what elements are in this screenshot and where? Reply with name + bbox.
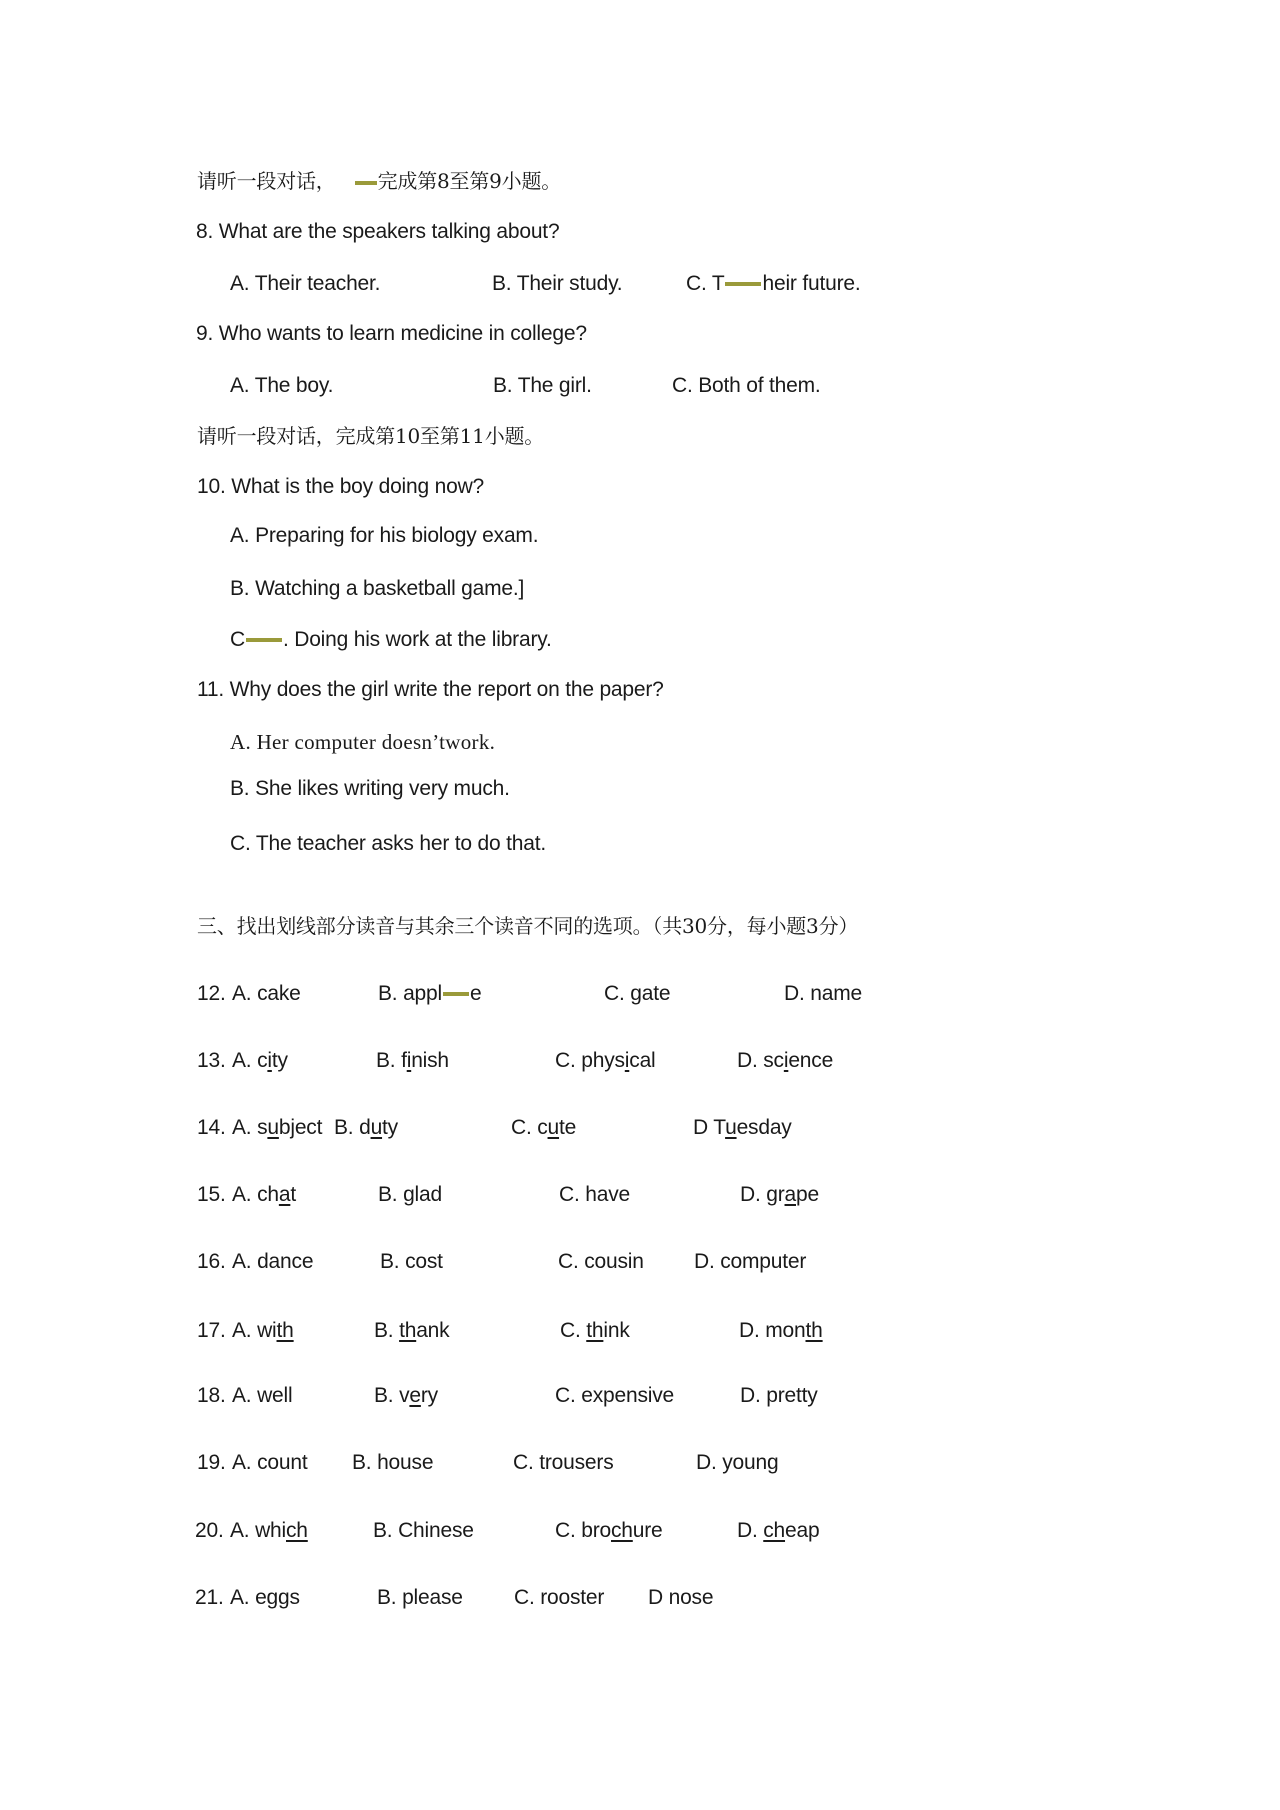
option-word-prefix: D. mon bbox=[739, 1319, 806, 1342]
phonetic-option-d[interactable] bbox=[693, 1114, 792, 1142]
underlined-letters: th bbox=[805, 1319, 823, 1342]
option-word-suffix: ence bbox=[788, 1049, 834, 1072]
phonetic-option-a[interactable] bbox=[232, 1047, 288, 1075]
phonetic-option-b[interactable] bbox=[380, 1248, 443, 1276]
option-word-prefix: A. whi bbox=[230, 1519, 286, 1542]
question-9-option-b[interactable]: B. The girl. bbox=[493, 374, 592, 397]
phonetic-question-row bbox=[197, 1114, 957, 1142]
option-word-prefix: D. gr bbox=[740, 1183, 785, 1206]
option-c-prefix: C. T bbox=[686, 272, 725, 295]
question-8-option-b[interactable]: B. Their study. bbox=[492, 272, 623, 295]
option-word-prefix: D. pretty bbox=[740, 1384, 818, 1407]
question-10-option-b[interactable]: B. Watching a basketball game.] bbox=[230, 577, 525, 600]
question-number: 18. bbox=[197, 1384, 226, 1407]
option-word-suffix: bject bbox=[278, 1116, 323, 1139]
question-9-option-a[interactable]: A. The boy. bbox=[230, 374, 334, 397]
option-word-prefix: C. bbox=[560, 1319, 587, 1342]
option-word-prefix: B. d bbox=[334, 1116, 371, 1139]
option-word-prefix: B. f bbox=[376, 1049, 407, 1072]
underlined-letters: a bbox=[278, 1183, 291, 1206]
phonetic-option-c[interactable] bbox=[513, 1449, 614, 1477]
phonetic-option-b[interactable] bbox=[374, 1382, 438, 1410]
highlight-mark bbox=[725, 282, 761, 286]
phonetic-option-d[interactable] bbox=[740, 1181, 819, 1209]
question-11-stem: 11. Why does the girl write the report on the paper? bbox=[197, 678, 664, 701]
option-word-prefix: B. please bbox=[377, 1586, 463, 1609]
option-word-prefix: C. expensive bbox=[555, 1384, 674, 1407]
option-word-prefix: A. wi bbox=[232, 1319, 277, 1342]
option-word-prefix: A. count bbox=[232, 1451, 308, 1474]
option-word-suffix: eap bbox=[785, 1519, 820, 1542]
question-9-options bbox=[230, 372, 930, 400]
phonetic-question-row bbox=[197, 1047, 957, 1075]
option-word-prefix: C. phys bbox=[555, 1049, 625, 1072]
underlined-letters: ch bbox=[286, 1519, 308, 1542]
question-10-option-a[interactable]: A. Preparing for his biology exam. bbox=[230, 524, 539, 547]
phonetic-option-c[interactable] bbox=[555, 1517, 663, 1545]
phonetic-question-row bbox=[197, 1382, 957, 1410]
question-number: 14. bbox=[197, 1116, 226, 1139]
instruction-8-9-part1: 请听一段对话， bbox=[197, 169, 336, 193]
underlined-letters: ch bbox=[763, 1519, 786, 1542]
option-word-suffix: te bbox=[559, 1116, 577, 1139]
phonetic-option-a[interactable] bbox=[232, 1114, 322, 1142]
option-word-prefix: C. bro bbox=[555, 1519, 611, 1542]
option-word-prefix: A. c bbox=[232, 1049, 268, 1072]
option-word-prefix: A. well bbox=[232, 1384, 293, 1407]
phonetic-question-row bbox=[197, 1181, 957, 1209]
question-10-option-c[interactable] bbox=[230, 626, 552, 654]
option-word-prefix: B. v bbox=[374, 1384, 410, 1407]
phonetic-option-d[interactable] bbox=[740, 1382, 818, 1410]
question-8-options bbox=[230, 270, 930, 298]
instruction-8-9-part2: 完成第8至第9小题。 bbox=[377, 169, 562, 193]
phonetic-question-row bbox=[197, 1248, 957, 1276]
option-word-prefix: B. appl bbox=[378, 982, 442, 1005]
phonetic-option-c[interactable] bbox=[555, 1382, 674, 1410]
phonetic-option-b[interactable] bbox=[373, 1517, 474, 1545]
phonetic-question-row bbox=[195, 1584, 955, 1612]
phonetic-option-d[interactable] bbox=[696, 1449, 778, 1477]
option-word-prefix: A. ch bbox=[232, 1183, 279, 1206]
phonetic-option-b[interactable] bbox=[377, 1584, 463, 1612]
phonetic-option-d[interactable] bbox=[694, 1248, 806, 1276]
question-10-stem: 10. What is the boy doing now? bbox=[197, 475, 485, 498]
question-number: 16. bbox=[197, 1250, 226, 1273]
option-word-suffix: ty bbox=[271, 1049, 288, 1072]
underlined-letters: i bbox=[783, 1049, 789, 1072]
phonetic-option-c[interactable] bbox=[604, 980, 670, 1008]
option-word-prefix: D. young bbox=[696, 1451, 779, 1474]
option-word-prefix: C. cousin bbox=[558, 1250, 644, 1273]
option-word-suffix: cal bbox=[629, 1049, 656, 1072]
underlined-letters: i bbox=[406, 1049, 412, 1072]
option-word-prefix: D T bbox=[693, 1116, 726, 1139]
option-word-prefix: B. house bbox=[352, 1451, 434, 1474]
option-word-prefix: A. s bbox=[232, 1116, 268, 1139]
phonetic-option-b[interactable] bbox=[378, 980, 481, 1008]
phonetic-question-row bbox=[197, 1317, 957, 1345]
phonetic-option-b[interactable] bbox=[376, 1047, 449, 1075]
phonetic-option-a[interactable] bbox=[232, 980, 301, 1008]
instruction-8-9 bbox=[197, 167, 561, 195]
phonetic-option-a[interactable] bbox=[232, 1181, 296, 1209]
option-word-prefix: C. rooster bbox=[514, 1586, 605, 1609]
option-word-suffix: pe bbox=[796, 1183, 819, 1206]
option-c-suffix: heir future. bbox=[762, 272, 861, 295]
option-word-prefix: C. c bbox=[511, 1116, 548, 1139]
option-word-suffix: t bbox=[290, 1183, 296, 1206]
question-9-option-c[interactable]: C. Both of them. bbox=[672, 374, 821, 397]
option-word-prefix: D. bbox=[737, 1519, 764, 1542]
question-11-option-b[interactable]: B. She likes writing very much. bbox=[230, 777, 510, 800]
option-word-suffix: ank bbox=[416, 1319, 450, 1342]
underlined-letters: e bbox=[409, 1384, 421, 1407]
question-8-option-c[interactable] bbox=[686, 270, 860, 298]
question-number: 20. bbox=[195, 1519, 224, 1542]
underlined-letters: u bbox=[267, 1116, 279, 1139]
underlined-letters: u bbox=[725, 1116, 737, 1139]
phonetic-option-c[interactable] bbox=[560, 1317, 630, 1345]
option-word-suffix: ty bbox=[382, 1116, 398, 1139]
phonetic-option-b[interactable] bbox=[352, 1449, 433, 1477]
option-word-prefix: A. eggs bbox=[230, 1586, 300, 1609]
option-word-prefix: D. name bbox=[784, 982, 862, 1005]
underlined-letters: ch bbox=[611, 1519, 633, 1542]
underlined-letters: th bbox=[276, 1319, 294, 1342]
phonetic-question-row bbox=[197, 980, 957, 1008]
question-number: 19. bbox=[197, 1451, 226, 1474]
option-word-suffix: ink bbox=[603, 1319, 630, 1342]
phonetic-option-c[interactable] bbox=[514, 1584, 604, 1612]
question-number: 12. bbox=[197, 982, 226, 1005]
underlined-letters: i bbox=[624, 1049, 630, 1072]
instruction-10-11: 请听一段对话，完成第10至第11小题。 bbox=[197, 424, 545, 448]
phonetic-option-a[interactable] bbox=[232, 1449, 307, 1477]
phonetic-option-a[interactable] bbox=[232, 1382, 292, 1410]
phonetic-question-row bbox=[197, 1449, 957, 1477]
phonetic-option-a[interactable] bbox=[230, 1517, 308, 1545]
option-word-prefix: B. cost bbox=[380, 1250, 443, 1273]
phonetic-option-b[interactable] bbox=[374, 1317, 449, 1345]
phonetic-option-c[interactable] bbox=[555, 1047, 656, 1075]
underlined-letters: th bbox=[399, 1319, 417, 1342]
option-word-suffix: e bbox=[469, 982, 482, 1005]
option-word-prefix: D. sc bbox=[737, 1049, 784, 1072]
option-word-prefix: C. trousers bbox=[513, 1451, 614, 1474]
option-word-suffix: ure bbox=[632, 1519, 663, 1542]
highlight-mark bbox=[443, 992, 469, 996]
option-word-suffix: esday bbox=[736, 1116, 792, 1139]
question-11-option-c[interactable]: C. The teacher asks her to do that. bbox=[230, 832, 546, 855]
phonetic-option-d[interactable] bbox=[737, 1047, 833, 1075]
question-number: 21. bbox=[195, 1586, 224, 1609]
phonetic-option-c[interactable] bbox=[511, 1114, 576, 1142]
question-9-stem: 9. Who wants to learn medicine in college? bbox=[196, 322, 587, 345]
phonetic-option-c[interactable] bbox=[558, 1248, 644, 1276]
phonetic-option-d[interactable] bbox=[648, 1584, 713, 1612]
phonetic-option-a[interactable] bbox=[232, 1317, 294, 1345]
option-word-prefix: B. Chinese bbox=[373, 1519, 474, 1542]
highlight-mark bbox=[246, 638, 282, 642]
underlined-letters: i bbox=[267, 1049, 272, 1072]
question-number: 13. bbox=[197, 1049, 226, 1072]
option-c-suffix: . Doing his work at the library. bbox=[282, 628, 552, 651]
option-word-prefix: A. cake bbox=[232, 982, 301, 1005]
underlined-letters: u bbox=[547, 1116, 560, 1139]
option-word-prefix: B. bbox=[374, 1319, 400, 1342]
underlined-letters: u bbox=[370, 1116, 383, 1139]
phonetic-option-b[interactable] bbox=[334, 1114, 398, 1142]
option-word-prefix: A. dance bbox=[232, 1250, 314, 1273]
question-8-stem: 8. What are the speakers talking about? bbox=[196, 220, 560, 243]
question-number: 17. bbox=[197, 1319, 226, 1342]
phonetic-option-d[interactable] bbox=[739, 1317, 823, 1345]
option-c-prefix: C bbox=[230, 628, 245, 651]
phonetic-option-a[interactable] bbox=[232, 1248, 313, 1276]
option-word-prefix: D nose bbox=[648, 1586, 714, 1609]
question-8-option-a[interactable]: A. Their teacher. bbox=[230, 272, 381, 295]
phonetic-option-a[interactable] bbox=[230, 1584, 300, 1612]
option-word-prefix: C. have bbox=[559, 1183, 630, 1206]
option-word-suffix: ry bbox=[420, 1384, 438, 1407]
option-word-prefix: D. computer bbox=[694, 1250, 807, 1273]
phonetic-option-b[interactable] bbox=[378, 1181, 442, 1209]
phonetic-option-c[interactable] bbox=[559, 1181, 630, 1209]
phonetic-option-d[interactable] bbox=[784, 980, 862, 1008]
underlined-letters: a bbox=[784, 1183, 796, 1206]
phonetic-question-row bbox=[195, 1517, 955, 1545]
section-3-heading: 三、找出划线部分读音与其余三个读音不同的选项。（共30分，每小题3分） bbox=[197, 914, 859, 938]
highlight-mark bbox=[355, 181, 377, 185]
option-word-prefix: C. gate bbox=[604, 982, 671, 1005]
option-word-prefix: B. glad bbox=[378, 1183, 442, 1206]
phonetic-option-d[interactable] bbox=[737, 1517, 819, 1545]
underlined-letters: th bbox=[586, 1319, 604, 1342]
question-number: 15. bbox=[197, 1183, 226, 1206]
question-11-option-a[interactable]: A. Her computer doesn’twork. bbox=[230, 730, 496, 754]
option-word-suffix: nish bbox=[411, 1049, 449, 1072]
